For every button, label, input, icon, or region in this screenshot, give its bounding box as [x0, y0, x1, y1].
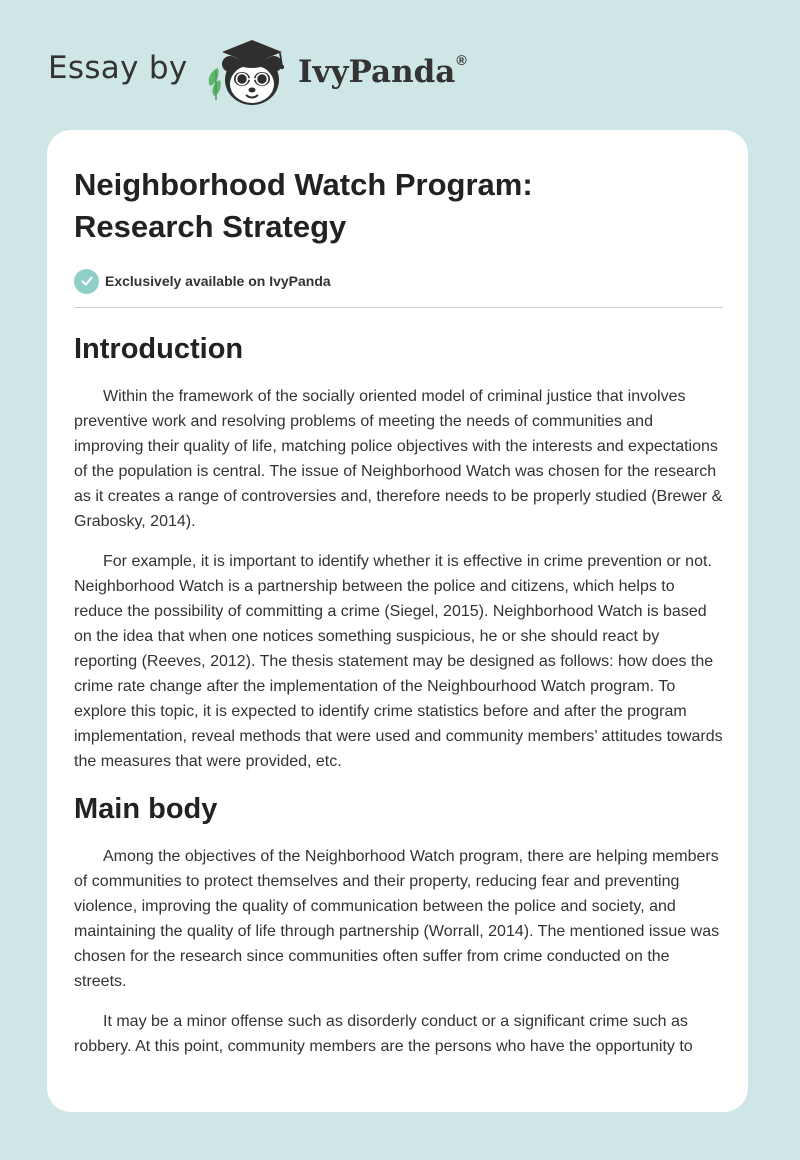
title-line-1: Neighborhood Watch Program:	[74, 167, 533, 202]
section-heading-main-body: Main body	[74, 793, 218, 825]
divider	[74, 307, 723, 308]
exclusive-badge	[74, 268, 723, 294]
paragraph: Among the objectives of the Neighborhood Watch program, there are helping members of communities to protect themselves and their property, reducing fear and preventing violence, improving the quality of communication between the police and society, and maintaining the quality of life through partnership (Worrall, 2014). The mentioned issue was chosen for the research since communities often suffer from crime conducted on the streets.	[74, 848, 720, 990]
paragraph: It may be a minor offense such as disorderly conduct or a significant crime such as robbery. At this point, community members are the persons who have the opportunity to	[74, 1013, 693, 1055]
brand-name[interactable]: IvyPanda®	[298, 52, 467, 90]
check-icon	[74, 269, 99, 294]
registered-mark: ®	[456, 52, 467, 68]
panda-graduate-icon	[204, 34, 294, 110]
page-title	[74, 164, 723, 248]
section-heading-introduction: Introduction	[74, 333, 244, 365]
exclusive-badge-text: Exclusively available on IvyPanda	[105, 273, 331, 289]
paragraph: For example, it is important to identify whether it is effective in crime prevention or not. Neighborhood Watch is a partnership between the police and citizens, which helps to reduce the possibility of committing a crime (Siegel, 2015). Neighborhood Watch is based on the idea that when one notices something suspicious, he or she should react by reporting (Reeves, 2012). The thesis statement may be designed as follows: how does the crime rate change after the implementation of the Neighbourhood Watch program. To explore this topic, it is expected to identify crime statistics before and after the program implementation, reveal methods that were used and community members’ attitudes towards the measures that were provided, etc.	[74, 553, 723, 770]
site-header	[48, 30, 548, 110]
paragraph: Within the framework of the socially oriented model of criminal justice that involves preventive work and resolving problems of meeting the needs of communities and improving their quality of life, matching police objectives with the interests and expectations of the population is central. The issue of Neighborhood Watch was chosen for the research as it creates a range of controversies and, therefore needs to be properly studied (Brewer & Grabosky, 2014).	[74, 388, 723, 530]
title-line-2: Research Strategy	[74, 209, 347, 244]
essay-card	[47, 130, 748, 1112]
essay-by-label: Essay by	[48, 50, 188, 86]
